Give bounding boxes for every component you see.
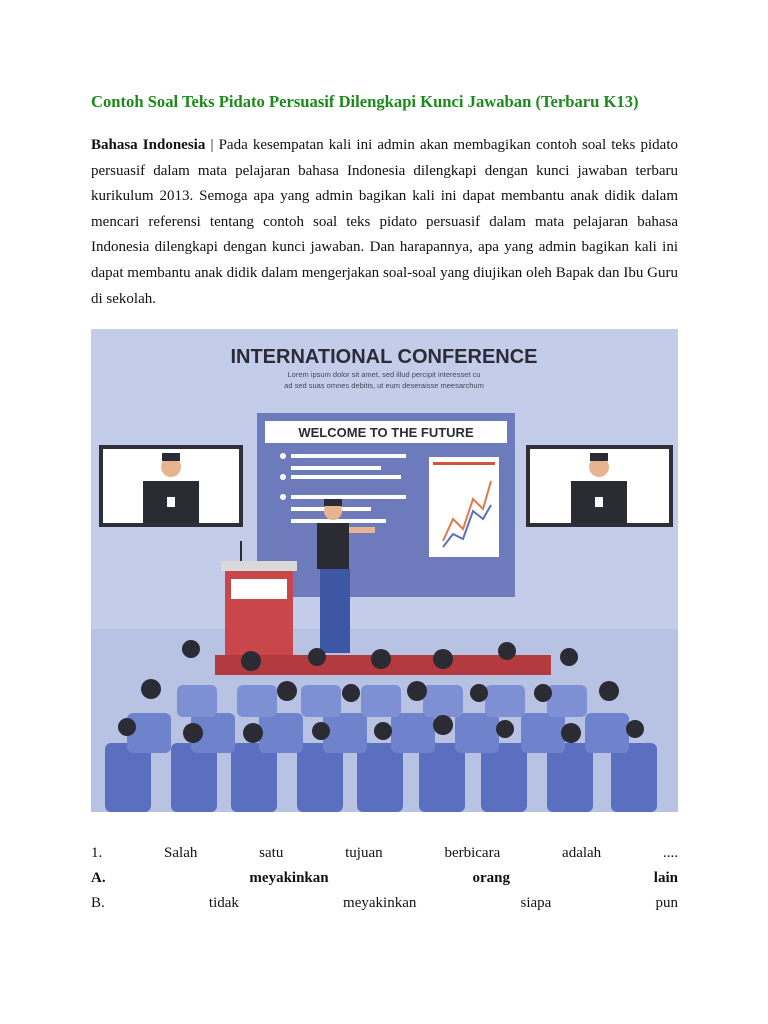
question-1	[91, 845, 678, 862]
option-a	[91, 870, 678, 887]
intro-text: | Pada kesempatan kali ini admin akan membagikan contoh soal teks pidato persuasif dalam mata pelajaran bahasa Indonesia dilengkapi dengan kunci jawaban terbaru kurikulum 2013. Semoga apa yang admin bagikan kali ini dapat membantu anak didik dalam mencari referensi tentang contoh soal teks pidato persuasif dalam mata pelajaran bahasa Indonesia dilengkapi dengan kunci jawaban. Dan harapannya, apa yang admin bagikan kali ini dapat membantu anak didik dalam mengerjakan soal-soal yang diujikan oleh Bapak dan Ibu Guru di sekolah.	[91, 137, 679, 307]
banner-subtitle-2: ad sed suas omnes debitis, ut eum deseraisse meesarchum	[284, 381, 484, 390]
q-word: 1.	[91, 845, 103, 861]
q-word: berbicara	[444, 845, 501, 861]
conference-illustration	[91, 329, 678, 812]
q-word: ....	[662, 845, 678, 861]
banner-subtitle-1: Lorem ipsum dolor sit amet, sed illud percipit interesset cu	[287, 370, 481, 379]
option-word: tidak	[208, 895, 239, 911]
article-title: Contoh Soal Teks Pidato Persuasif Dilengkapi Kunci Jawaban (Terbaru K13)	[91, 92, 639, 111]
option-word: meyakinkan	[249, 870, 329, 886]
left-monitor	[99, 445, 243, 527]
option-word: B.	[91, 895, 105, 911]
option-word: lain	[653, 870, 678, 886]
q-word: tujuan	[345, 845, 383, 861]
option-word: pun	[655, 895, 678, 911]
subject-label: Bahasa Indonesia	[91, 137, 206, 153]
q-word: Salah	[164, 845, 198, 861]
q-word: adalah	[562, 845, 602, 861]
q-word: satu	[259, 845, 284, 861]
option-word: meyakinkan	[343, 895, 417, 911]
right-monitor	[526, 445, 673, 527]
option-word: siapa	[520, 895, 552, 911]
option-word: orang	[472, 870, 510, 886]
option-word: A.	[91, 870, 106, 886]
option-b	[91, 895, 678, 912]
intro-paragraph	[91, 133, 678, 312]
banner-title: INTERNATIONAL CONFERENCE	[230, 346, 538, 368]
screen-title: WELCOME TO THE FUTURE	[298, 425, 474, 440]
